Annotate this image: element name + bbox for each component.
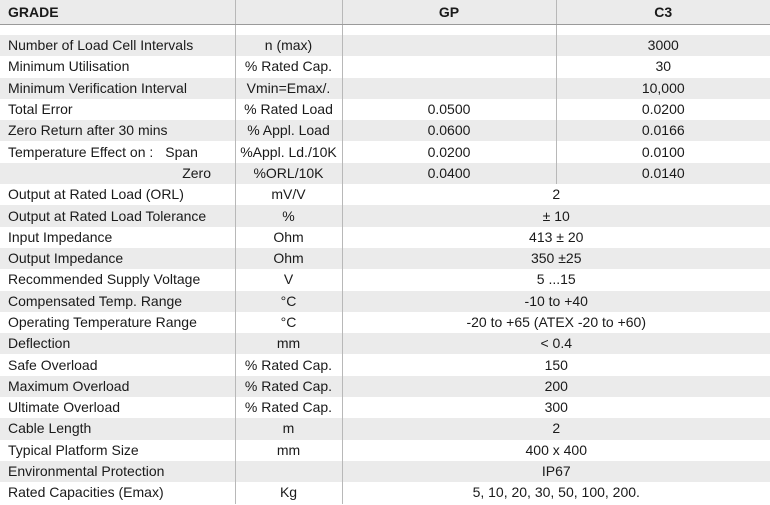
gp-value [342, 35, 556, 56]
unit-cell: Ohm [235, 227, 342, 248]
grade-header: GRADE [0, 0, 235, 25]
merged-value: 413 ± 20 [342, 227, 770, 248]
param-label: Rated Capacities (Emax) [0, 482, 235, 503]
merged-value: 400 x 400 [342, 440, 770, 461]
merged-value: 350 ±25 [342, 248, 770, 269]
table-row [0, 35, 770, 56]
unit-cell: m [235, 418, 342, 439]
param-label: Maximum Overload [0, 376, 235, 397]
param-label-sub: Span [165, 143, 198, 160]
param-label: Minimum Verification Interval [0, 78, 235, 99]
unit-cell [235, 461, 342, 482]
param-label: Input Impedance [0, 227, 235, 248]
table-row [0, 99, 770, 120]
table-row [0, 78, 770, 99]
c3-header: C3 [556, 0, 770, 25]
param-label: Number of Load Cell Intervals [0, 35, 235, 56]
table-row [0, 184, 770, 205]
unit-cell: % [235, 205, 342, 226]
unit-cell: n (max) [235, 35, 342, 56]
param-label: Output at Rated Load (ORL) [0, 184, 235, 205]
param-label-zero: Zero [182, 164, 211, 181]
gp-value [342, 78, 556, 99]
param-label: Environmental Protection [0, 461, 235, 482]
merged-value: -10 to +40 [342, 291, 770, 312]
table-row [0, 482, 770, 503]
param-label [0, 163, 235, 184]
c3-value: 0.0140 [556, 163, 770, 184]
param-label: Total Error [0, 99, 235, 120]
unit-cell: % Rated Cap. [235, 56, 342, 77]
c3-value: 3000 [556, 35, 770, 56]
merged-value: 5, 10, 20, 30, 50, 100, 200. [342, 482, 770, 503]
param-label: Zero Return after 30 mins [0, 120, 235, 141]
unit-cell: mV/V [235, 184, 342, 205]
unit-cell: °C [235, 312, 342, 333]
merged-value: 200 [342, 376, 770, 397]
unit-cell: %Appl. Ld./10K [235, 141, 342, 162]
param-label: Typical Platform Size [0, 440, 235, 461]
unit-cell: % Rated Cap. [235, 354, 342, 375]
table-row [0, 397, 770, 418]
table-row [0, 141, 770, 162]
param-label: Output at Rated Load Tolerance [0, 205, 235, 226]
param-label: Compensated Temp. Range [0, 291, 235, 312]
c3-value: 10,000 [556, 78, 770, 99]
param-label: Minimum Utilisation [0, 56, 235, 77]
param-label: Operating Temperature Range [0, 312, 235, 333]
unit-cell: %ORL/10K [235, 163, 342, 184]
table-row [0, 312, 770, 333]
merged-value: 5 ...15 [342, 269, 770, 290]
table-row [0, 269, 770, 290]
unit-cell: % Appl. Load [235, 120, 342, 141]
merged-value: IP67 [342, 461, 770, 482]
param-label-main: Temperature Effect on : [8, 143, 154, 160]
unit-cell: % Rated Cap. [235, 397, 342, 418]
unit-cell: % Rated Load [235, 99, 342, 120]
param-label [0, 141, 235, 162]
merged-value: -20 to +65 (ATEX -20 to +60) [342, 312, 770, 333]
param-label: Recommended Supply Voltage [0, 269, 235, 290]
gp-value: 0.0600 [342, 120, 556, 141]
unit-cell: Vmin=Emax/. [235, 78, 342, 99]
table-row [0, 333, 770, 354]
unit-cell: V [235, 269, 342, 290]
unit-cell: % Rated Cap. [235, 376, 342, 397]
c3-value: 0.0100 [556, 141, 770, 162]
c3-value: 30 [556, 56, 770, 77]
merged-value: 2 [342, 418, 770, 439]
table-row [0, 163, 770, 184]
gp-value [342, 56, 556, 77]
merged-value: 300 [342, 397, 770, 418]
merged-value: ± 10 [342, 205, 770, 226]
unit-cell: Kg [235, 482, 342, 503]
param-label: Ultimate Overload [0, 397, 235, 418]
c3-value: 0.0166 [556, 120, 770, 141]
table-row [0, 205, 770, 226]
unit-cell: Ohm [235, 248, 342, 269]
table-row [0, 291, 770, 312]
gp-value: 0.0500 [342, 99, 556, 120]
table-row [0, 120, 770, 141]
table-row [0, 461, 770, 482]
param-label: Deflection [0, 333, 235, 354]
spacer-row [0, 25, 770, 36]
c3-value: 0.0200 [556, 99, 770, 120]
table-row [0, 354, 770, 375]
merged-value: 150 [342, 354, 770, 375]
table-row [0, 56, 770, 77]
gp-value: 0.0200 [342, 141, 556, 162]
table-row [0, 376, 770, 397]
param-label: Output Impedance [0, 248, 235, 269]
merged-value: 2 [342, 184, 770, 205]
unit-cell: °C [235, 291, 342, 312]
param-label: Safe Overload [0, 354, 235, 375]
gp-header: GP [342, 0, 556, 25]
table-row [0, 248, 770, 269]
table-row [0, 418, 770, 439]
table-row [0, 440, 770, 461]
unit-header [235, 0, 342, 25]
unit-cell: mm [235, 440, 342, 461]
gp-value: 0.0400 [342, 163, 556, 184]
param-label: Cable Length [0, 418, 235, 439]
merged-value: < 0.4 [342, 333, 770, 354]
table-row [0, 227, 770, 248]
table-header-row [0, 0, 770, 25]
unit-cell: mm [235, 333, 342, 354]
